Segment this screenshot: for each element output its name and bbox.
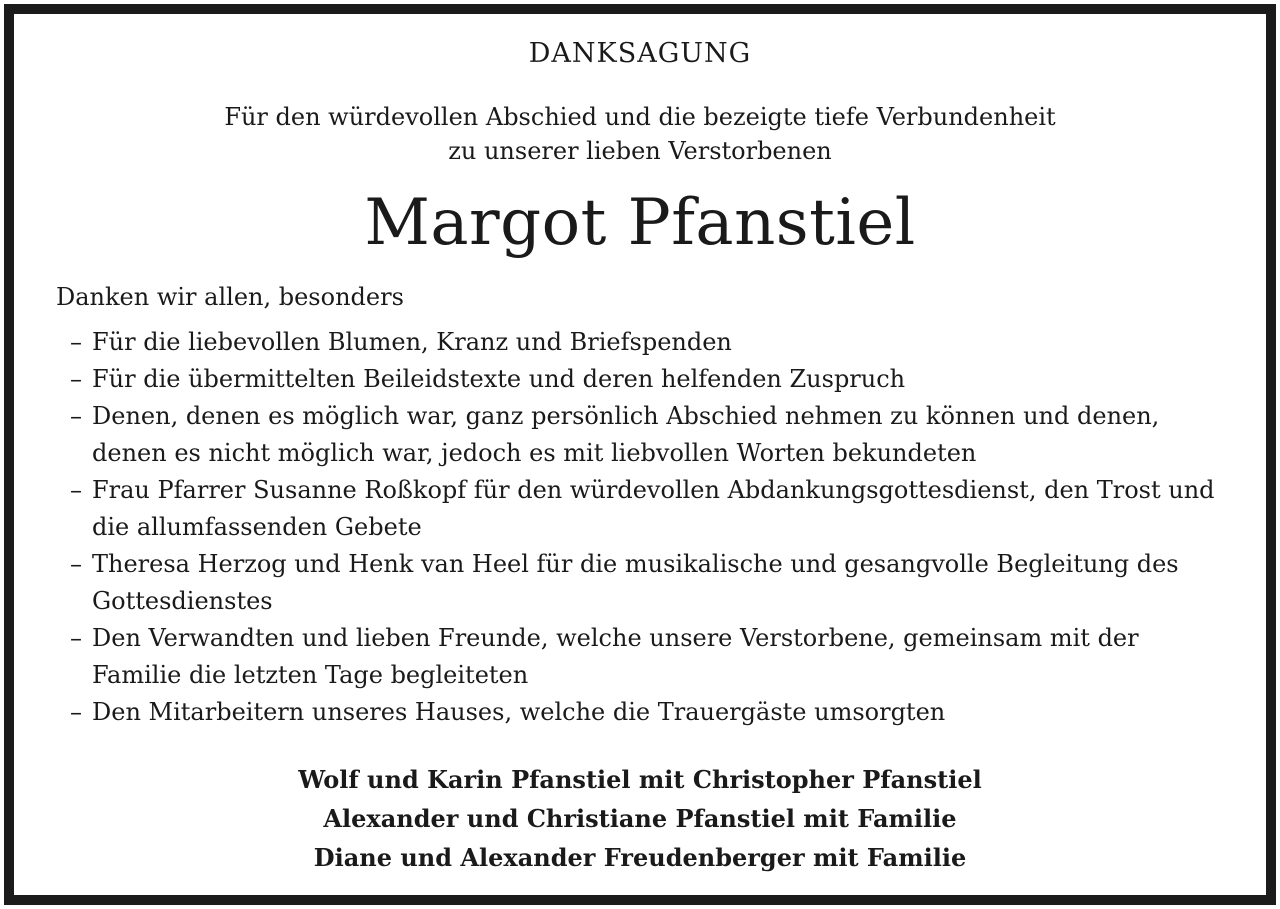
thanks-item (70, 398, 1235, 472)
thanks-item-text: Den Verwandten und lieben Freunde, welche unsere Verstorbene, gemeinsam mit der Familie die letzten Tage begleiteten (92, 624, 1139, 689)
intro-text (14, 100, 1266, 168)
deceased-name: Margot Pfanstiel (364, 186, 916, 260)
dash-bullet: – (70, 624, 82, 652)
dash-bullet: – (70, 328, 82, 356)
lead-text: Danken wir allen, besonders (56, 283, 404, 311)
thanks-item-text: Für die übermittelten Beileidstexte und deren helfenden Zuspruch (92, 365, 906, 393)
thanks-item-text: Denen, denen es möglich war, ganz persönlich Abschied nehmen zu können und denen, denen es nicht möglich war, jedoch es mit liebvollen Worten bekundeten (92, 402, 1160, 467)
signer-line-2: Alexander und Christiane Pfanstiel mit Familie (323, 804, 957, 833)
notice-content (14, 14, 1266, 895)
signer-line-3: Diane und Alexander Freudenberger mit Familie (313, 843, 967, 872)
thanks-item (70, 620, 1235, 694)
signer-line-1: Wolf und Karin Pfanstiel mit Christopher Pfanstiel (298, 765, 982, 794)
dash-bullet: – (70, 476, 82, 504)
thanks-item-text: Für die liebevollen Blumen, Kranz und Briefspenden (92, 328, 732, 356)
notice-frame (4, 4, 1276, 905)
dash-bullet: – (70, 550, 82, 578)
dash-bullet: – (70, 365, 82, 393)
thanks-item (70, 694, 1235, 731)
thanks-item-text: Den Mitarbeitern unseres Hauses, welche die Trauergäste umsorgten (92, 698, 946, 726)
thanks-item-text: Frau Pfarrer Susanne Roßkopf für den würdevollen Abdankungsgottesdienst, den Trost und die allumfassenden Gebete (92, 476, 1215, 541)
thanks-item (70, 361, 1235, 398)
notice-heading: DANKSAGUNG (528, 38, 752, 69)
dash-bullet: – (70, 698, 82, 726)
thanks-item (70, 324, 1235, 361)
thanks-list (70, 324, 1235, 731)
thanks-item (70, 546, 1235, 620)
thanks-item (70, 472, 1235, 546)
signers (14, 760, 1266, 877)
intro-line-1: Für den würdevollen Abschied und die bezeigte tiefe Verbundenheit (224, 103, 1056, 131)
intro-line-2: zu unserer lieben Verstorbenen (448, 137, 832, 165)
thanks-item-text: Theresa Herzog und Henk van Heel für die musikalische und gesangvolle Begleitung des Gottesdienstes (92, 550, 1179, 615)
dash-bullet: – (70, 402, 82, 430)
